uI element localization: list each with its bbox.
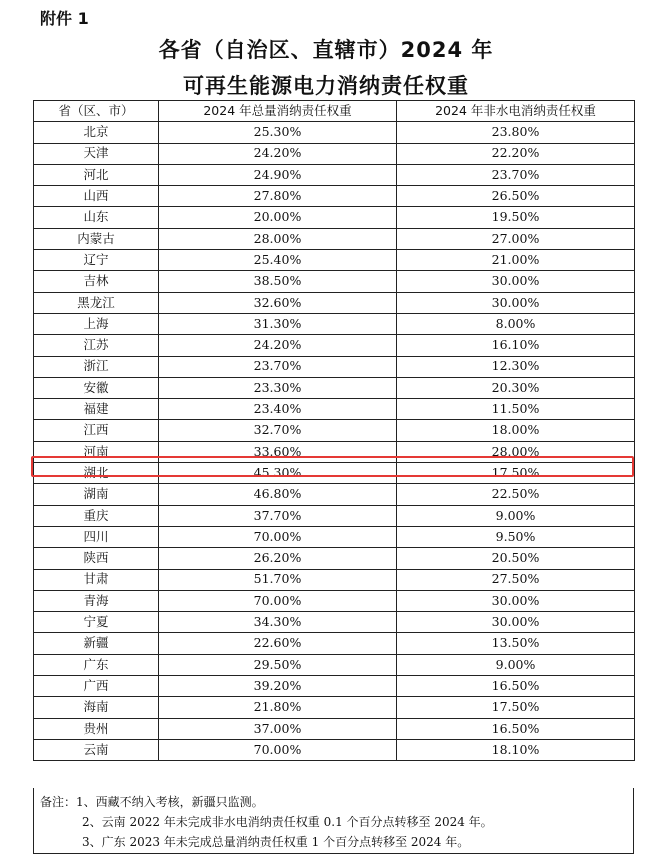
cell-total-weight: 33.60% [159,441,397,462]
cell-nonhydro-weight: 11.50% [397,399,635,420]
cell-nonhydro-weight: 9.00% [397,654,635,675]
cell-total-weight: 34.30% [159,612,397,633]
cell-province: 广西 [34,676,159,697]
cell-total-weight: 70.00% [159,590,397,611]
cell-total-weight: 38.50% [159,271,397,292]
cell-total-weight: 23.40% [159,399,397,420]
cell-total-weight: 46.80% [159,484,397,505]
table-row [34,633,635,654]
cell-province: 辽宁 [34,250,159,271]
cell-nonhydro-weight: 9.50% [397,526,635,547]
table-row [34,697,635,718]
cell-nonhydro-weight: 22.20% [397,143,635,164]
cell-nonhydro-weight: 30.00% [397,612,635,633]
table-row [34,526,635,547]
table-row [34,228,635,249]
table-row [34,250,635,271]
cell-total-weight: 24.20% [159,143,397,164]
cell-province: 内蒙古 [34,228,159,249]
table-row [34,484,635,505]
cell-province: 海南 [34,697,159,718]
cell-province: 山西 [34,186,159,207]
table-row [34,292,635,313]
cell-nonhydro-weight: 17.50% [397,463,635,484]
table-row [34,441,635,462]
cell-nonhydro-weight: 18.10% [397,739,635,760]
cell-nonhydro-weight: 30.00% [397,292,635,313]
cell-total-weight: 70.00% [159,526,397,547]
cell-province: 福建 [34,399,159,420]
table-row [34,335,635,356]
cell-total-weight: 22.60% [159,633,397,654]
cell-total-weight: 26.20% [159,548,397,569]
cell-total-weight: 27.80% [159,186,397,207]
table-row [34,612,635,633]
table-row [34,313,635,334]
cell-province: 江西 [34,420,159,441]
cell-nonhydro-weight: 22.50% [397,484,635,505]
cell-total-weight: 70.00% [159,739,397,760]
table-row [34,164,635,185]
cell-total-weight: 39.20% [159,676,397,697]
cell-province: 山东 [34,207,159,228]
cell-total-weight: 24.90% [159,164,397,185]
table-row [34,739,635,760]
cell-province: 四川 [34,526,159,547]
cell-nonhydro-weight: 27.50% [397,569,635,590]
cell-province: 河南 [34,441,159,462]
cell-total-weight: 20.00% [159,207,397,228]
cell-nonhydro-weight: 16.50% [397,676,635,697]
cell-total-weight: 25.40% [159,250,397,271]
note-3: 3、广东 2023 年未完成总量消纳责任权重 1 个百分点转移至 2024 年。 [82,835,470,849]
cell-total-weight: 45.30% [159,463,397,484]
cell-total-weight: 51.70% [159,569,397,590]
cell-nonhydro-weight: 21.00% [397,250,635,271]
cell-total-weight: 23.30% [159,377,397,398]
cell-nonhydro-weight: 23.80% [397,122,635,143]
cell-nonhydro-weight: 12.30% [397,356,635,377]
cell-province: 上海 [34,313,159,334]
cell-total-weight: 24.20% [159,335,397,356]
table-row [34,207,635,228]
document-title-line2: 可再生能源电力消纳责任权重 [183,74,469,98]
cell-total-weight: 37.00% [159,718,397,739]
cell-province: 湖南 [34,484,159,505]
table-row [34,271,635,292]
table-row [34,676,635,697]
cell-nonhydro-weight: 20.30% [397,377,635,398]
cell-province: 甘肃 [34,569,159,590]
cell-province: 河北 [34,164,159,185]
cell-nonhydro-weight: 18.00% [397,420,635,441]
cell-total-weight: 32.60% [159,292,397,313]
cell-nonhydro-weight: 9.00% [397,505,635,526]
cell-province: 重庆 [34,505,159,526]
cell-nonhydro-weight: 30.00% [397,590,635,611]
cell-nonhydro-weight: 30.00% [397,271,635,292]
cell-province: 安徽 [34,377,159,398]
cell-province: 天津 [34,143,159,164]
cell-province: 云南 [34,739,159,760]
table-row [34,654,635,675]
notes-section [33,788,634,854]
cell-nonhydro-weight: 16.50% [397,718,635,739]
table-body [34,122,635,761]
cell-province: 吉林 [34,271,159,292]
cell-total-weight: 21.80% [159,697,397,718]
attachment-label: 附件 1 [40,9,89,28]
cell-province: 陕西 [34,548,159,569]
cell-nonhydro-weight: 20.50% [397,548,635,569]
table-row [34,569,635,590]
table-row [34,143,635,164]
table-row [34,420,635,441]
cell-province: 青海 [34,590,159,611]
responsibility-weight-table [33,100,635,761]
cell-nonhydro-weight: 28.00% [397,441,635,462]
cell-nonhydro-weight: 8.00% [397,313,635,334]
cell-province: 湖北 [34,463,159,484]
header-nonhydro-weight: 2024 年非水电消纳责任权重 [397,101,635,122]
cell-nonhydro-weight: 26.50% [397,186,635,207]
table-row [34,399,635,420]
table-header-row [34,101,635,122]
table-row [34,718,635,739]
cell-nonhydro-weight: 23.70% [397,164,635,185]
cell-total-weight: 23.70% [159,356,397,377]
cell-total-weight: 25.30% [159,122,397,143]
cell-nonhydro-weight: 13.50% [397,633,635,654]
cell-province: 北京 [34,122,159,143]
table-row [34,186,635,207]
cell-total-weight: 28.00% [159,228,397,249]
cell-total-weight: 37.70% [159,505,397,526]
cell-province: 宁夏 [34,612,159,633]
cell-province: 黑龙江 [34,292,159,313]
cell-province: 贵州 [34,718,159,739]
cell-province: 广东 [34,654,159,675]
table-row [34,356,635,377]
note-1: 备注：1、西藏不纳入考核，新疆只监测。 [40,795,264,809]
cell-nonhydro-weight: 17.50% [397,697,635,718]
document-title-line1: 各省（自治区、直辖市）2024 年 [158,38,494,62]
cell-total-weight: 31.30% [159,313,397,334]
table-row [34,463,635,484]
cell-province: 浙江 [34,356,159,377]
table-row [34,590,635,611]
table-row [34,377,635,398]
cell-total-weight: 32.70% [159,420,397,441]
cell-province: 江苏 [34,335,159,356]
cell-total-weight: 29.50% [159,654,397,675]
cell-nonhydro-weight: 27.00% [397,228,635,249]
table-row [34,548,635,569]
table-row [34,122,635,143]
table-row [34,505,635,526]
header-province: 省（区、市） [34,101,159,122]
cell-nonhydro-weight: 16.10% [397,335,635,356]
cell-nonhydro-weight: 19.50% [397,207,635,228]
note-2: 2、云南 2022 年未完成非水电消纳责任权重 0.1 个百分点转移至 2024 年。 [82,815,493,829]
cell-province: 新疆 [34,633,159,654]
header-total-weight: 2024 年总量消纳责任权重 [159,101,397,122]
